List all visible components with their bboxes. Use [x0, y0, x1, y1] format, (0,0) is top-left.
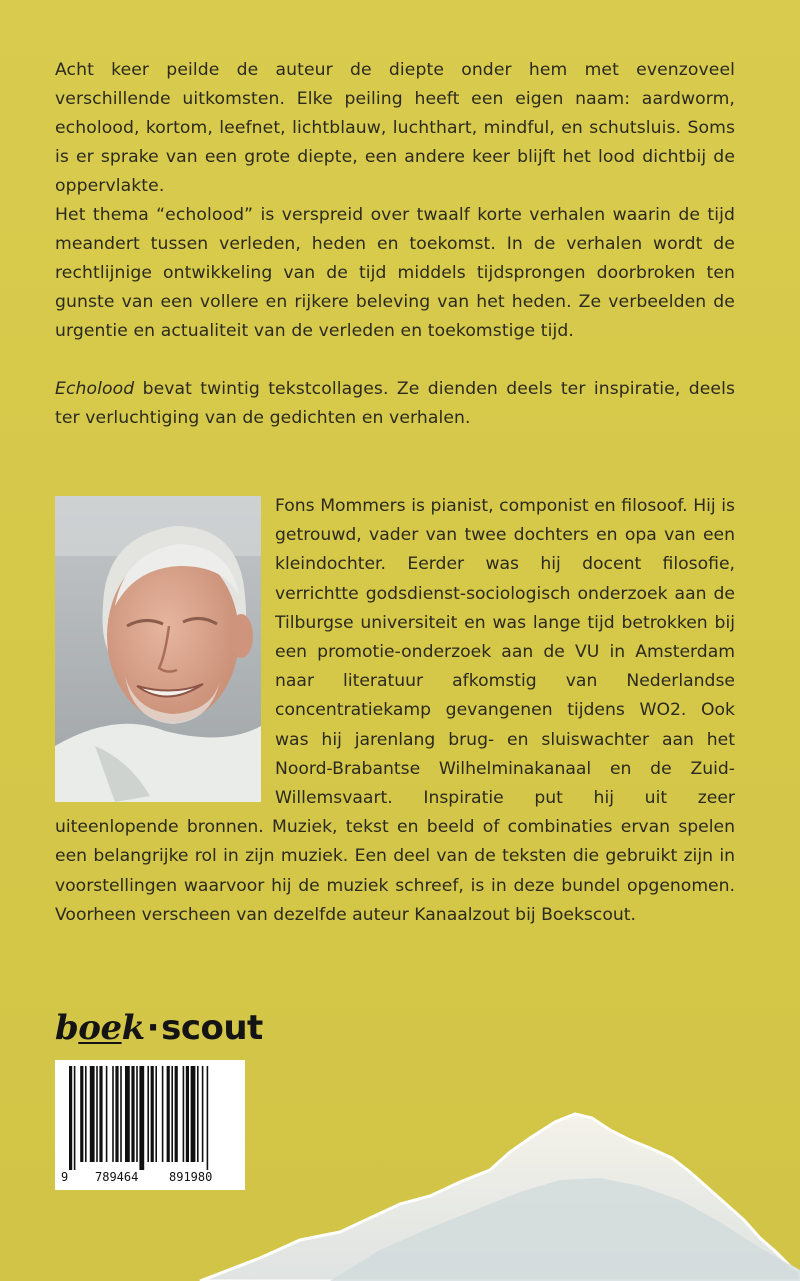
book-blurb — [55, 56, 735, 433]
torn-paper-graphic — [0, 1100, 800, 1281]
publisher-logo — [55, 1008, 263, 1048]
book-title-italic: Echolood — [55, 379, 135, 399]
logo-letter-b: b — [55, 1008, 79, 1048]
blurb-paragraph-3 — [55, 375, 735, 433]
logo-letters-oe: oe — [78, 1008, 122, 1048]
author-bio-text: Fons Mommers is pianist, componist en filosoof. Hij is getrouwd, vader van twee dochters en opa van een kleindochter. Eerder was hij docent filosofie, verrichtte godsdienst-sociologisch onderzoek aan de Tilburgse universiteit en was lange tijd betrokken bij een promotie-onderzoek aan de VU in Amsterdam naar literatuur afkomstig van Nederlandse concentratiekamp gevangenen tijdens WO2. Ook was hij jarenlang brug- en sluiswachter aan het Noord-Brabantse Wilhelminakanaal en de Zuid-Willemsvaart. Inspiratie put hij uit zeer uiteenlopende bronnen. Muziek, tekst en beeld of combinaties ervan spelen een belangrijke rol in zijn muziek. Een deel van de teksten die gebruikt zijn in voorstellingen waarvoor hij de muziek schreef, is in deze bundel opgenomen. Voorheen verscheen van dezelfde auteur Kanaalzout bij Boekscout. — [55, 496, 735, 925]
barcode-digits-right: 891980 — [169, 1170, 213, 1184]
blurb-paragraph-1: Acht keer peilde de auteur de diepte onder hem met evenzoveel verschillende uitkomsten. Elke peiling heeft een eigen naam: aardworm, echolood, kortom, leefnet, lichtblauw, luchthart, mindful, en schutsluis. Soms is er sprake van een grote diepte, een andere keer blijft het lood dichtbij de oppervlakte. — [55, 60, 735, 196]
blurb-paragraph-2: Het thema “echolood” is verspreid over twaalf korte verhalen waarin de tijd meandert tussen verleden, heden en toekomst. In de verhalen wordt de rechtlijnige ontwikkeling van de tijd middels tijdsprongen doorbroken ten gunste van een vollere en rijkere beleving van het heden. Ze verbeelden de urgentie en actualiteit van de verleden en toekomstige tijd. — [55, 205, 735, 341]
logo-dot: · — [146, 1008, 160, 1048]
barcode-digits-left: 789464 — [95, 1170, 139, 1184]
logo-letter-k: k — [121, 1008, 145, 1048]
photo-wrap-spacer — [55, 492, 261, 802]
logo-scout: scout — [161, 1008, 263, 1048]
barcode-digit-first: 9 — [61, 1170, 69, 1184]
author-bio — [55, 492, 735, 930]
blurb-paragraph-3-text: bevat twintig tekstcollages. Ze dienden deels ter inspiratie, deels ter verluchtiging van de gedichten en verhalen. — [55, 379, 735, 428]
